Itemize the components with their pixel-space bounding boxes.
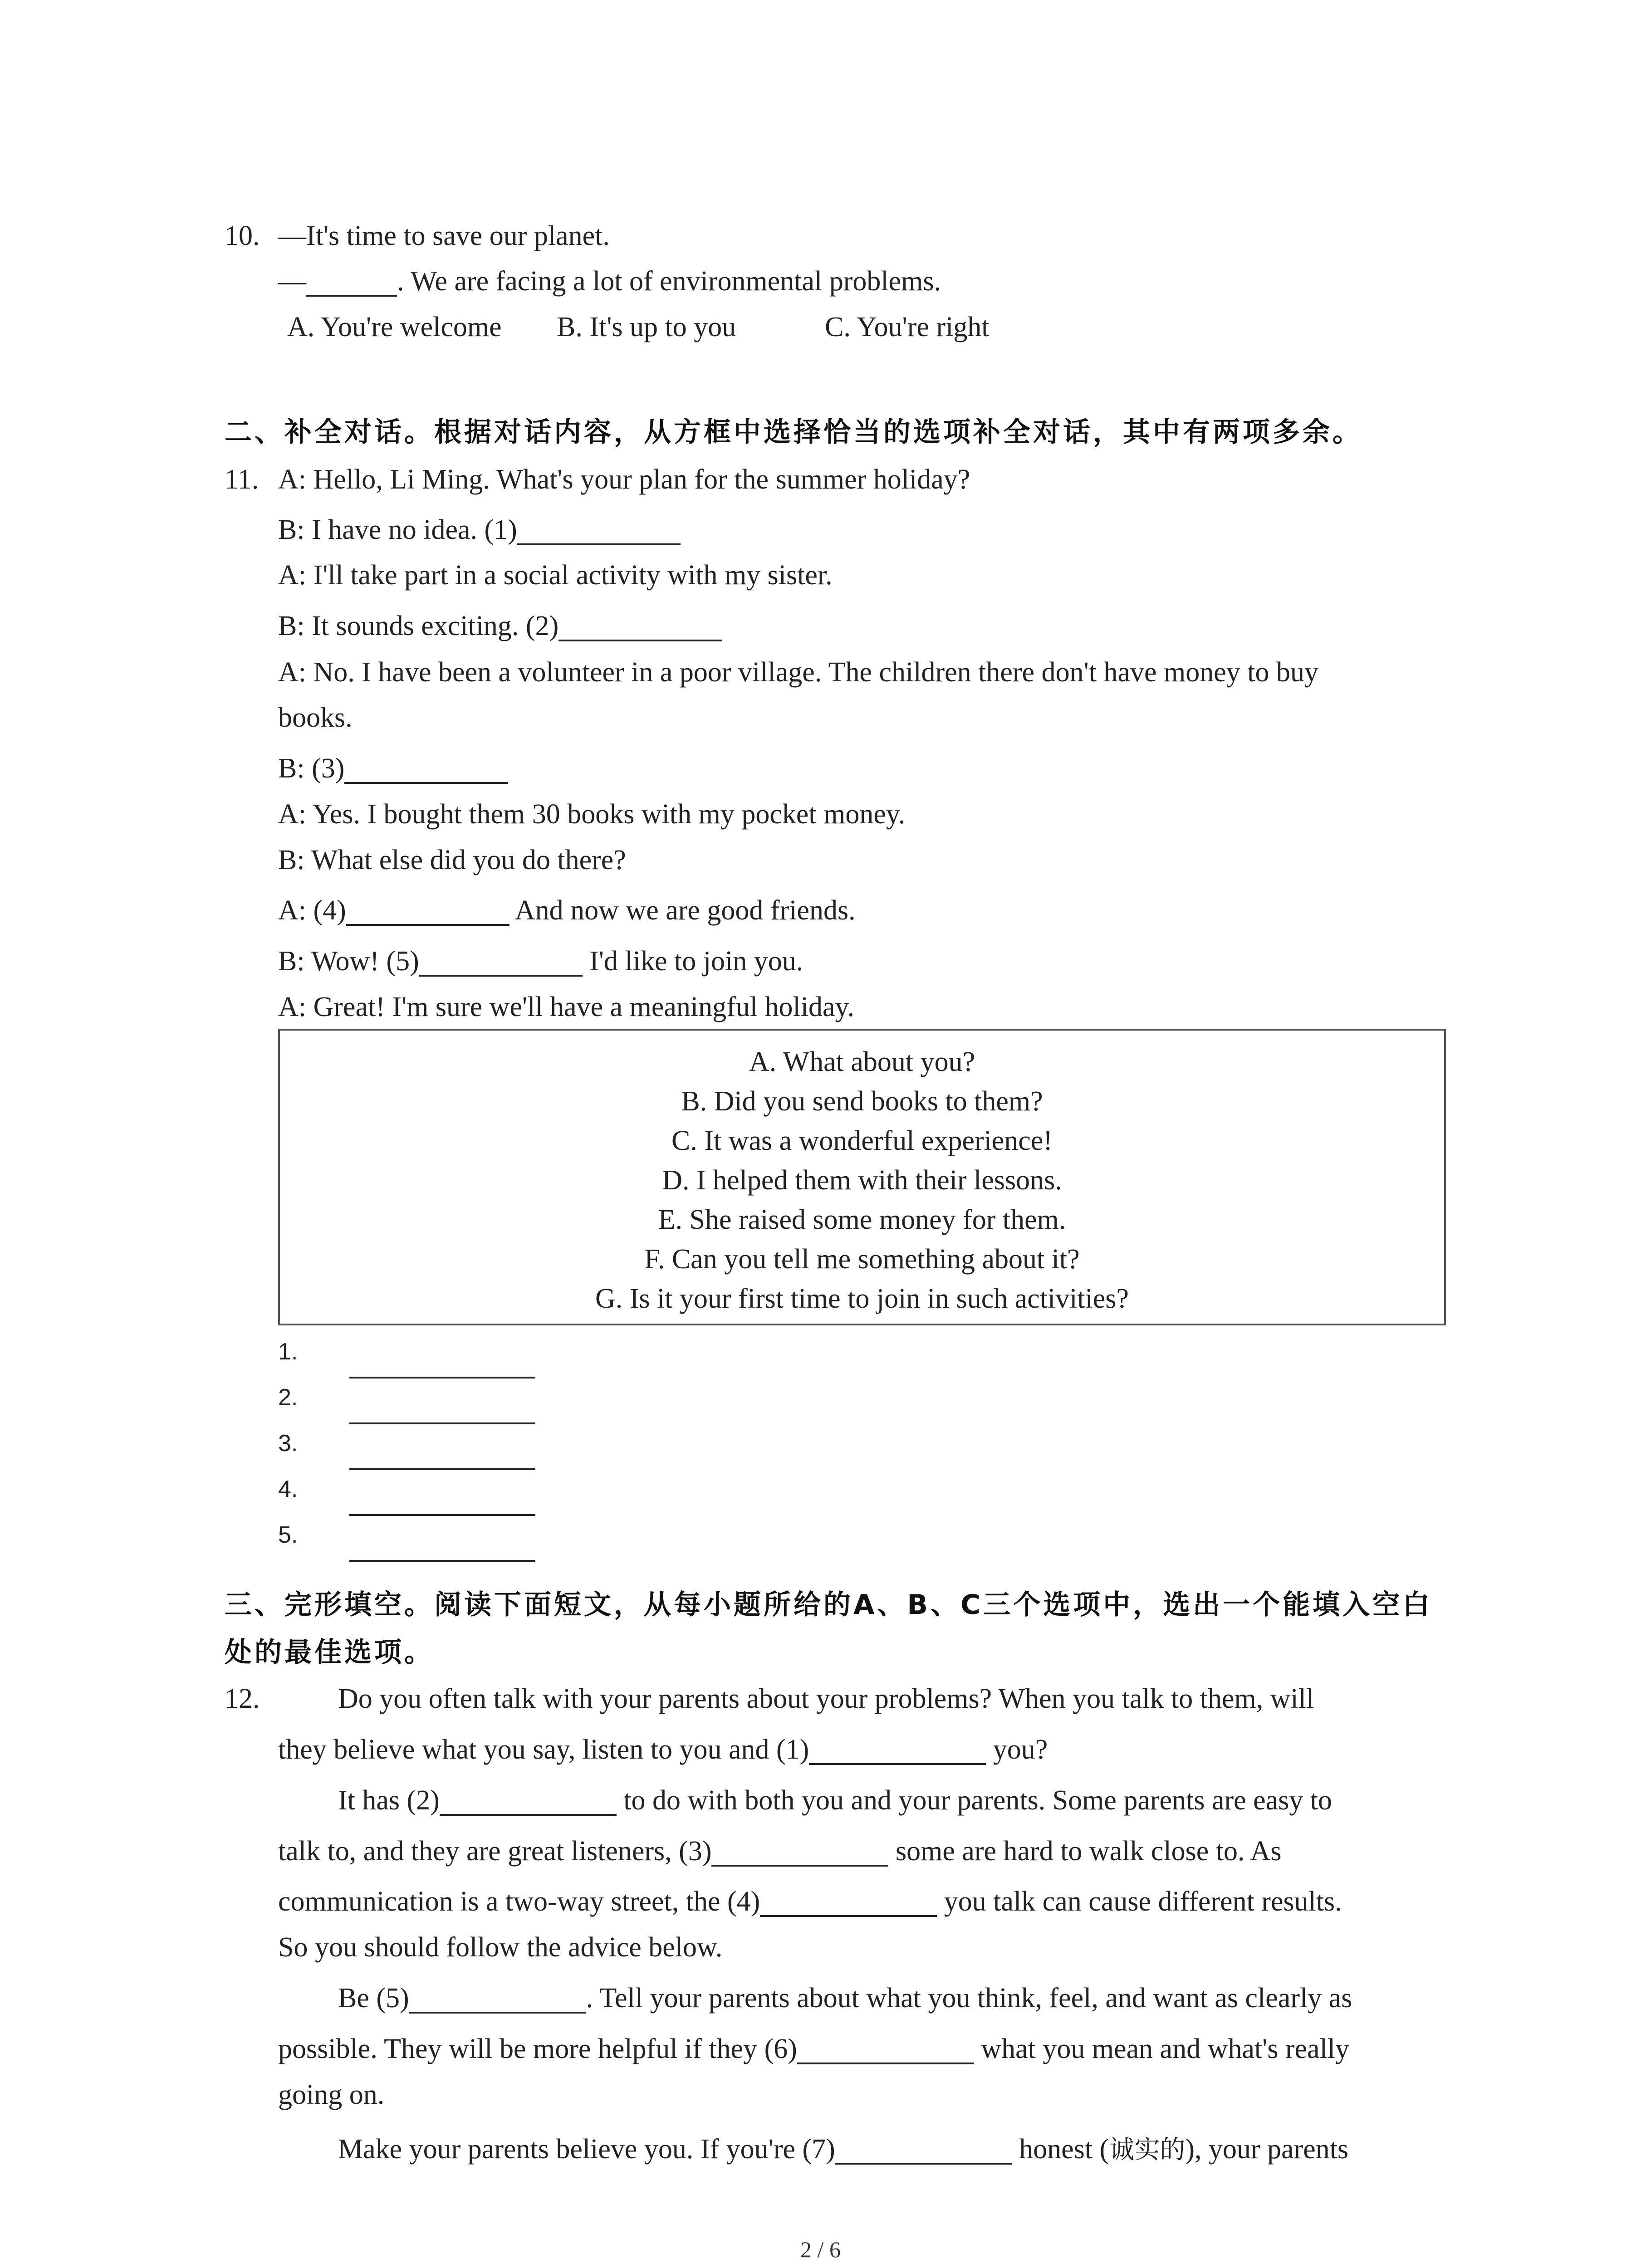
answer-number-1: 1. [278,1339,298,1365]
q12-p2-line-3-prefix: communication is a two-way street, the (4) [278,1886,760,1917]
q12-blank-4[interactable] [760,1888,937,1917]
q11-line-2 [278,514,681,546]
q11-line-6 [278,753,508,785]
q10-option-b[interactable]: B. It's up to you [557,312,736,342]
answer-number-2: 2. [278,1384,298,1411]
q12-p2-line-3 [278,1886,1342,1918]
q11-line-9-suffix: And now we are good friends. [509,895,856,926]
q10-response-text: . We are facing a lot of environmental problems. [397,266,941,297]
answer-line-5[interactable] [349,1560,535,1562]
option-a: A. What about you? [749,1046,975,1077]
q12-p3-line-1 [338,1982,1352,2014]
q11-line-10-prefix: B: Wow! (5) [278,946,419,977]
q11-line-1: A: Hello, Li Ming. What's your plan for the summer holiday? [278,464,970,495]
q11-line-6-text: B: (3) [278,753,345,784]
q12-p2-line-4: So you should follow the advice below. [278,1932,723,1963]
q11-blank-3[interactable] [344,755,508,784]
q12-blank-3[interactable] [711,1838,888,1867]
option-f: F. Can you tell me something about it? [644,1244,1080,1275]
q11-line-4 [278,610,722,642]
answer-line-3[interactable] [349,1468,535,1470]
q12-p4-line-1-suffix: ), your parents [1185,2134,1349,2165]
q11-blank-2[interactable] [558,612,722,641]
option-e: E. She raised some money for them. [658,1204,1066,1235]
q12-p2-line-2-prefix: talk to, and they are great listeners, (3) [278,1836,712,1867]
q11-line-9 [278,894,856,927]
q11-line-10 [278,945,803,978]
q12-p2-line-1-suffix: to do with both you and your parents. Some parents are easy to [616,1785,1332,1816]
option-c: C. It was a wonderful experience! [671,1125,1053,1156]
option-b: B. Did you send books to them? [681,1086,1043,1117]
q12-blank-5[interactable] [409,1984,586,2014]
q10-dash: — [278,266,306,297]
option-d: D. I helped them with their lessons. [662,1165,1062,1196]
answer-line-4[interactable] [349,1514,535,1516]
q12-p3-line-1-prefix: Be (5) [338,1983,409,2014]
q12-p1-line-2-suffix: you? [986,1734,1048,1765]
q12-p3-line-2-prefix: possible. They will be more helpful if they (6) [278,2033,797,2064]
q11-line-4-text: B: It sounds exciting. (2) [278,611,559,641]
page-number: 2 / 6 [800,2237,841,2262]
q12-p4-gloss: 诚实的 [1109,2135,1185,2165]
q10-response [278,265,941,298]
answer-line-2[interactable] [349,1422,535,1424]
q11-line-5b: books. [278,702,353,733]
options-box [278,1029,1446,1325]
q11-blank-4[interactable] [346,897,509,926]
q12-blank-2[interactable] [440,1787,617,1816]
q12-p2-line-2 [278,1835,1282,1867]
q12-p1-line-2-prefix: they believe what you say, listen to you and (1) [278,1734,809,1765]
answer-number-4: 4. [278,1476,298,1502]
q12-blank-1[interactable] [809,1736,986,1765]
q10-number: 10. [225,220,260,251]
q11-blank-1[interactable] [517,516,681,545]
answer-line-1[interactable] [349,1377,535,1378]
q12-p4-line-1-middle: honest ( [1012,2134,1109,2165]
q10-blank[interactable] [306,268,397,297]
q11-line-2-text: B: I have no idea. (1) [278,514,517,545]
q12-p2-line-3-suffix: you talk can cause different results. [937,1886,1342,1917]
q12-p3-line-2 [278,2033,1349,2065]
answer-number-5: 5. [278,1522,298,1548]
q11-line-7: A: Yes. I bought them 30 books with my pocket money. [278,799,906,830]
q12-number: 12. [225,1683,260,1714]
q11-line-11: A: Great! I'm sure we'll have a meaningful holiday. [278,992,854,1022]
option-g: G. Is it your first time to join in such activities? [595,1283,1129,1314]
q11-blank-5[interactable] [419,948,583,977]
q12-blank-7[interactable] [835,2136,1012,2165]
q12-p3-line-2-suffix: what you mean and what's really [974,2033,1350,2064]
q12-p1-line-2 [278,1734,1048,1766]
q11-number: 11. [225,464,259,495]
q10-option-a[interactable]: A. You're welcome [287,312,502,342]
q11-line-10-suffix: I'd like to join you. [582,946,803,977]
section3-heading-line-1: 三、完形填空。阅读下面短文，从每小题所给的A、B、C三个选项中，选出一个能填入空白 [225,1589,1433,1621]
q12-blank-6[interactable] [797,2035,974,2064]
answer-number-3: 3. [278,1430,298,1457]
q12-p2-line-2-suffix: some are hard to walk close to. As [888,1836,1282,1867]
q12-p4-line-1 [338,2130,1348,2166]
q11-line-8: B: What else did you do there? [278,845,626,875]
q10-option-c[interactable]: C. You're right [825,312,989,342]
section2-heading: 二、补全对话。根据对话内容，从方框中选择恰当的选项补全对话，其中有两项多余。 [225,416,1362,448]
q10-prompt: —It's time to save our planet. [278,220,610,251]
q12-p4-line-1-prefix: Make your parents believe you. If you're (7) [338,2134,835,2165]
q12-p3-line-1-suffix: . Tell your parents about what you think, feel, and want as clearly as [586,1983,1352,2014]
q11-line-3: A: I'll take part in a social activity with my sister. [278,560,833,591]
q11-line-5a: A: No. I have been a volunteer in a poor village. The children there don't have money to buy [278,657,1318,688]
q11-line-9-prefix: A: (4) [278,895,346,926]
section3-heading-line-2: 处的最佳选项。 [225,1637,434,1668]
q12-p3-line-3: going on. [278,2079,385,2110]
q12-p2-line-1 [338,1784,1332,1817]
q12-p1-line-1: Do you often talk with your parents about your problems? When you talk to them, will [338,1683,1314,1714]
q12-p2-line-1-prefix: It has (2) [338,1785,440,1816]
